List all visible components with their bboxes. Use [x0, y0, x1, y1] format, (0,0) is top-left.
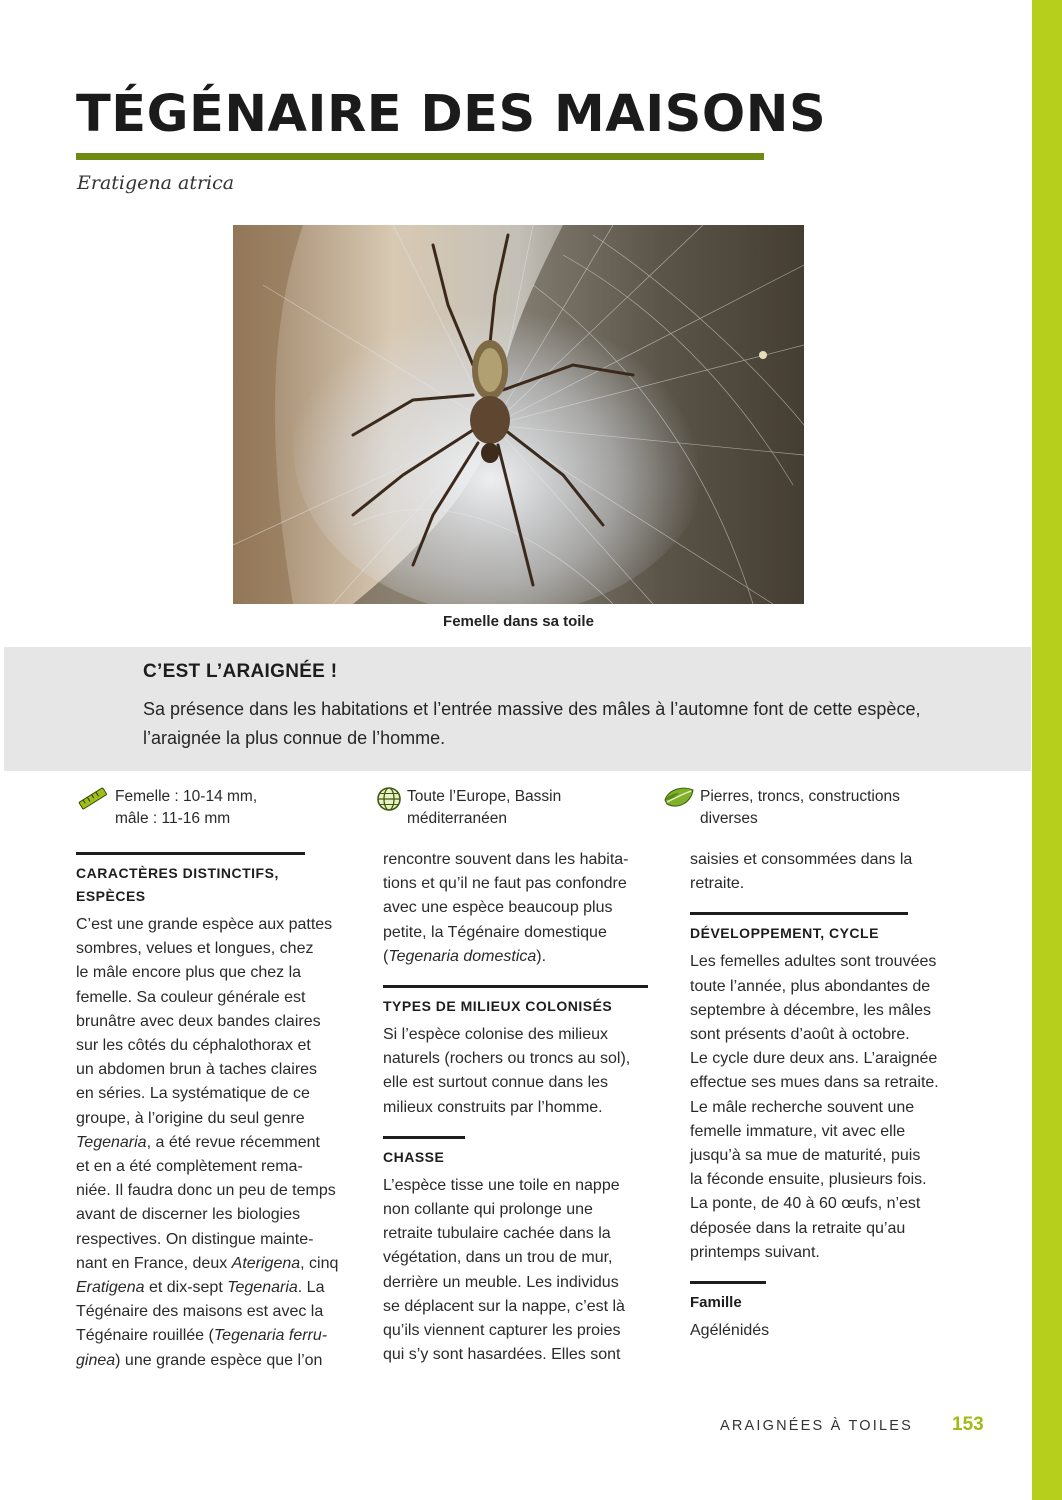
column-3: [690, 848, 976, 1343]
spider-photo: [233, 225, 804, 604]
family-value: Agélénidés: [690, 1322, 770, 1340]
photo-caption: Femelle dans sa toile: [443, 613, 594, 630]
callout-box: [4, 647, 1031, 771]
ruler-icon: [77, 786, 107, 819]
habitats-text: Si l’espèce colonise des milieux naturels (rochers ou troncs au sol), elle est surtout connue dans les milieux construits par l’homme.: [383, 1026, 631, 1116]
section-rule: [690, 912, 908, 915]
section-rule: [383, 985, 648, 988]
range-line-2: méditerranéen: [407, 810, 507, 827]
page-number: 153: [952, 1414, 984, 1435]
characteristics-text: C’est une grande espèce aux pattes sombres, velues et longues, chez le mâle encore plus que chez la femelle. Sa couleur générale est brunâtre avec deux bandes claires sur les côtés du céphalothorax et un abdomen brun à taches claires en séries. La systématique de ce groupe, à l’origine du seul genre Tegenaria, a été revue récemment et en a été complètement rema- niée. Il faudra donc un peu de temps avant de discerner les biologies respectives. On distingue mainte- nant en France, deux Aterigena, cinq Eratigena et dix-sept Tegenaria. La Tégénaire des maisons est avec la Tégénaire rouillée (Tegenaria ferru- ginea) une grande espèce que l’on: [76, 916, 339, 1369]
hunting-text: L’espèce tisse une toile en nappe non collante qui prolonge une retraite tubulaire cachée dans la végétation, dans un trou de mur, derrière un meuble. Les individus se déplacent sur la nappe, c’est là qu’ils viennent capturer les proies qui s’y sont hasardées. Elles sont: [383, 1176, 625, 1364]
title-underline: [76, 153, 764, 160]
section-heading-characteristics: CARACTÈRES DISTINCTIFS, ESPÈCES: [76, 865, 279, 904]
section-heading-hunting: CHASSE: [383, 1148, 445, 1165]
characteristics-continued: rencontre souvent dans les habita- tions et qu’il ne faut pas confondre avec une espèce beaucoup plus petite, la Tégénaire domestique (Tegenaria domestica).: [383, 851, 629, 965]
range-line-1: Toute l’Europe, Bassin: [407, 788, 562, 805]
habitat-line-2: diverses: [700, 810, 758, 827]
size-line-1: Femelle : 10-14 mm,: [115, 788, 258, 805]
latin-name: Eratigena atrica: [77, 172, 235, 194]
column-1: [76, 852, 362, 1373]
section-heading-development: DÉVELOPPEMENT, CYCLE: [690, 925, 879, 942]
size-line-2: mâle : 11-16 mm: [115, 810, 231, 827]
callout-title: C’EST L’ARAIGNÉE !: [143, 661, 338, 682]
side-color-band: [1032, 0, 1062, 1500]
leaf-icon: [663, 786, 695, 817]
section-heading-family: Famille: [690, 1294, 742, 1312]
column-2: [383, 848, 669, 1367]
globe-icon: [376, 786, 402, 819]
section-rule: [76, 852, 305, 855]
footer-section-label: ARAIGNÉES À TOILES: [720, 1418, 913, 1434]
hunting-continued: saisies et consommées dans la retraite.: [690, 851, 913, 893]
section-rule: [383, 1136, 465, 1139]
section-rule: [690, 1281, 766, 1284]
page-title: TÉGÉNAIRE DES MAISONS: [76, 85, 827, 144]
section-heading-habitats: TYPES DE MILIEUX COLONISÉS: [383, 998, 613, 1015]
development-text: Les femelles adultes sont trouvées toute l’année, plus abondantes de septembre à décembre, les mâles sont présents d’août à octobre. Le cycle dure deux ans. L’araignée effectue ses mues dans sa retraite. Le mâle recherche souvent une femelle immature, vit avec elle jusqu’à sa mue de maturité, puis la féconde ensuite, plusieurs fois. La ponte, de 40 à 60 œufs, n’est déposée dans la retraite qu’au printemps suivant.: [690, 953, 939, 1261]
habitat-line-1: Pierres, troncs, constructions: [700, 788, 900, 805]
callout-text: Sa présence dans les habitations et l’entrée massive des mâles à l’automne font de cette espèce, l’araignée la plus connue de l’homme.: [143, 699, 921, 748]
